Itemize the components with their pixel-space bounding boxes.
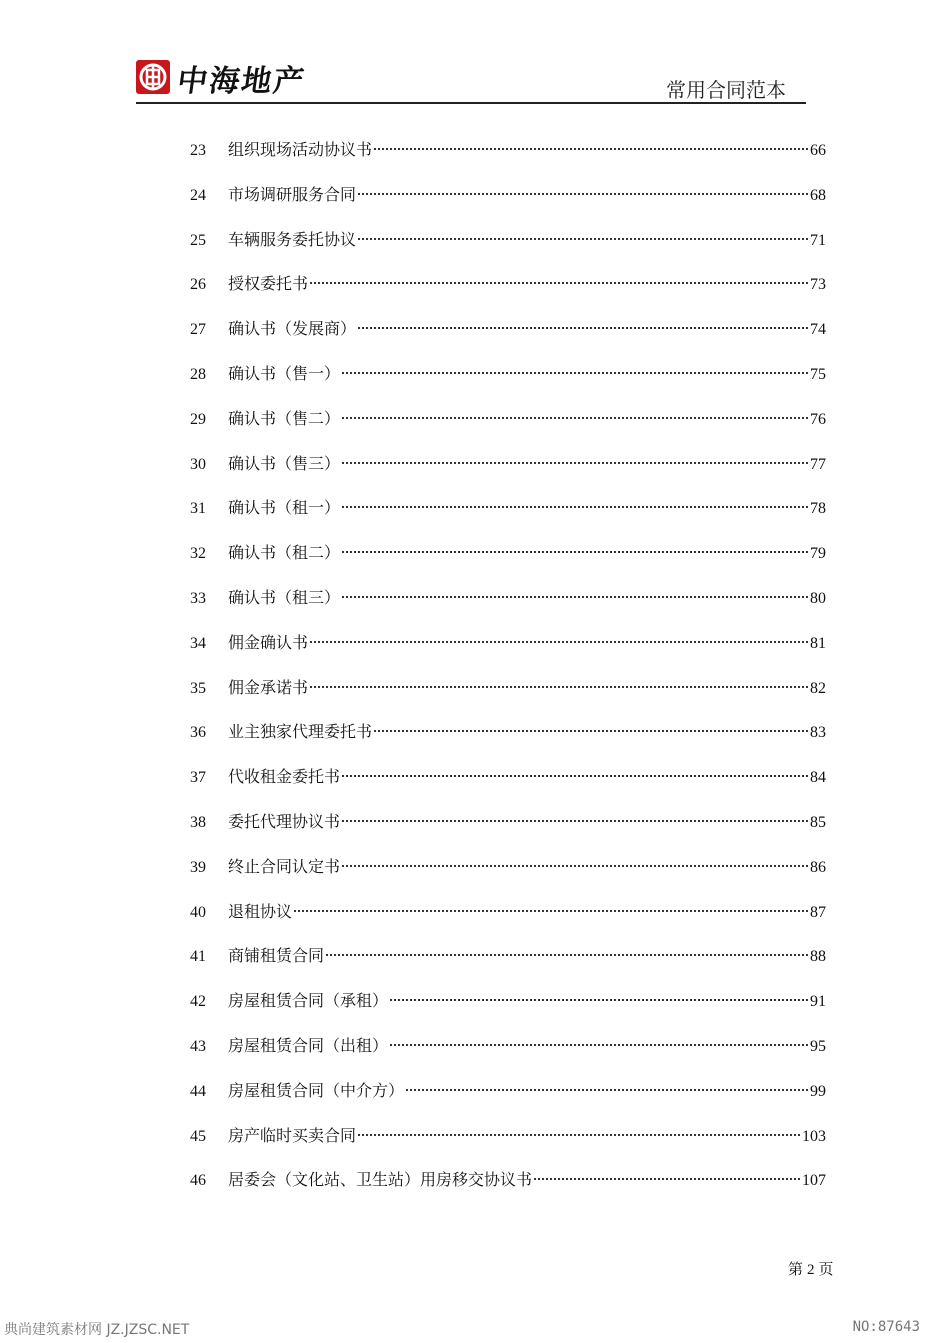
toc-entry-page: 75 <box>810 365 826 383</box>
toc-entry[interactable] <box>190 674 826 719</box>
toc-dot-leader <box>342 596 808 598</box>
toc-entry-page: 99 <box>810 1082 826 1100</box>
toc-dot-leader <box>534 1178 800 1180</box>
toc-entry[interactable] <box>190 494 826 539</box>
toc-entry[interactable] <box>190 1077 826 1122</box>
toc-entry[interactable] <box>190 898 826 943</box>
toc-entry-number: 42 <box>190 993 206 1011</box>
toc-entry-title: 确认书（租一） <box>228 498 341 518</box>
toc-dot-leader <box>358 238 808 240</box>
toc-entry[interactable] <box>190 360 826 405</box>
toc-entry-number: 29 <box>190 410 206 428</box>
table-of-contents <box>190 136 826 1211</box>
toc-entry[interactable] <box>190 1166 826 1211</box>
toc-entry[interactable] <box>190 181 826 226</box>
toc-entry-page: 103 <box>802 1127 826 1145</box>
toc-entry-number: 23 <box>190 142 206 159</box>
toc-entry-page: 84 <box>810 769 826 787</box>
toc-entry-title: 佣金确认书 <box>228 632 309 652</box>
brand-logo-icon <box>136 60 170 94</box>
toc-dot-leader <box>342 820 808 822</box>
toc-entry-number: 34 <box>190 634 206 652</box>
toc-entry[interactable] <box>190 405 826 450</box>
toc-dot-leader <box>310 282 808 284</box>
toc-entry-title: 佣金承诺书 <box>228 677 309 697</box>
toc-entry[interactable] <box>190 853 826 898</box>
toc-entry[interactable] <box>190 450 826 495</box>
toc-entry-page: 95 <box>810 1037 826 1055</box>
toc-entry[interactable] <box>190 584 826 629</box>
toc-entry-number: 24 <box>190 186 206 204</box>
toc-entry-page: 76 <box>810 410 826 428</box>
toc-entry[interactable] <box>190 1122 826 1167</box>
toc-entry-title: 居委会（文化站、卫生站）用房移交协议书 <box>228 1170 533 1190</box>
toc-dot-leader <box>390 1044 808 1046</box>
toc-entry-page: 87 <box>810 903 826 921</box>
toc-entry-number: 27 <box>190 321 206 339</box>
toc-entry-title: 终止合同认定书 <box>228 856 341 876</box>
toc-entry-page: 107 <box>802 1172 826 1190</box>
toc-entry[interactable] <box>190 987 826 1032</box>
toc-entry-page: 85 <box>810 813 826 831</box>
toc-entry[interactable] <box>190 270 826 315</box>
toc-entry-title: 代收租金委托书 <box>228 767 341 787</box>
toc-dot-leader <box>342 417 808 419</box>
toc-entry[interactable] <box>190 539 826 584</box>
page-number: 2 <box>807 1262 815 1278</box>
toc-entry[interactable] <box>190 629 826 674</box>
document-title: 常用合同范本 <box>666 78 786 102</box>
toc-entry-page: 68 <box>810 186 826 204</box>
toc-dot-leader <box>374 730 808 732</box>
toc-dot-leader <box>310 686 808 688</box>
toc-entry-page: 82 <box>810 679 826 697</box>
toc-entry[interactable] <box>190 1032 826 1077</box>
toc-entry-number: 28 <box>190 365 206 383</box>
toc-entry-number: 36 <box>190 724 206 742</box>
toc-dot-leader <box>390 999 808 1001</box>
toc-entry-page: 86 <box>810 858 826 876</box>
page-suffix: 页 <box>818 1260 834 1278</box>
toc-entry-page: 74 <box>810 321 826 339</box>
toc-entry-number: 35 <box>190 679 206 697</box>
toc-entry-page: 83 <box>810 724 826 742</box>
toc-entry-title: 退租协议 <box>228 901 293 921</box>
toc-entry-page: 88 <box>810 948 826 966</box>
toc-dot-leader <box>342 372 808 374</box>
watermark-id: NO:87643 <box>852 1319 920 1335</box>
toc-entry-title: 确认书（发展商） <box>228 319 357 339</box>
toc-entry-number: 46 <box>190 1172 206 1190</box>
toc-entry[interactable] <box>190 315 826 360</box>
page-header <box>136 52 806 104</box>
toc-dot-leader <box>358 193 808 195</box>
toc-dot-leader <box>326 954 808 956</box>
toc-entry-number: 26 <box>190 276 206 294</box>
toc-entry-number: 30 <box>190 455 206 473</box>
toc-entry-page: 66 <box>810 142 826 159</box>
toc-entry-number: 31 <box>190 500 206 518</box>
toc-entry-number: 41 <box>190 948 206 966</box>
toc-entry-number: 40 <box>190 903 206 921</box>
toc-dot-leader <box>310 641 808 643</box>
toc-entry-title: 授权委托书 <box>228 274 309 294</box>
toc-dot-leader <box>342 462 808 464</box>
toc-entry-page: 79 <box>810 545 826 563</box>
toc-entry-number: 37 <box>190 769 206 787</box>
toc-dot-leader <box>342 506 808 508</box>
toc-entry-title: 房产临时买卖合同 <box>228 1125 357 1145</box>
toc-entry-page: 80 <box>810 589 826 607</box>
toc-entry-number: 38 <box>190 813 206 831</box>
toc-entry-page: 77 <box>810 455 826 473</box>
toc-entry-title: 商铺租赁合同 <box>228 946 325 966</box>
toc-entry[interactable] <box>190 763 826 808</box>
toc-dot-leader <box>342 551 808 553</box>
watermark-site: 典尚建筑素材网 JZ.JZSC.NET <box>4 1322 190 1338</box>
toc-dot-leader <box>342 865 808 867</box>
toc-entry-page: 78 <box>810 500 826 518</box>
toc-entry-title: 确认书（售一） <box>228 363 341 383</box>
toc-entry[interactable] <box>190 718 826 763</box>
toc-entry-title: 房屋租赁合同（中介方） <box>228 1080 405 1100</box>
toc-entry-number: 43 <box>190 1037 206 1055</box>
toc-entry-title: 业主独家代理委托书 <box>228 722 373 742</box>
toc-entry-number: 32 <box>190 545 206 563</box>
toc-entry-number: 39 <box>190 858 206 876</box>
toc-dot-leader <box>342 775 808 777</box>
toc-entry-title: 确认书（售二） <box>228 408 341 428</box>
toc-dot-leader <box>358 327 808 329</box>
toc-entry-title: 车辆服务委托协议 <box>228 229 357 249</box>
toc-entry[interactable] <box>190 942 826 987</box>
toc-dot-leader <box>358 1134 800 1136</box>
page-number-footer <box>788 1258 834 1279</box>
header-divider <box>136 102 806 104</box>
toc-dot-leader <box>374 148 808 150</box>
toc-entry-page: 91 <box>810 993 826 1011</box>
toc-entry-title: 组织现场活动协议书 <box>228 140 373 159</box>
toc-entry-page: 73 <box>810 276 826 294</box>
toc-entry-title: 确认书（租二） <box>228 543 341 563</box>
toc-entry-number: 44 <box>190 1082 206 1100</box>
toc-entry[interactable] <box>190 136 826 181</box>
toc-entry-page: 81 <box>810 634 826 652</box>
page-prefix: 第 <box>788 1260 804 1278</box>
toc-entry-title: 房屋租赁合同（承租） <box>228 991 389 1011</box>
toc-entry-number: 33 <box>190 589 206 607</box>
toc-entry[interactable] <box>190 808 826 853</box>
toc-entry-title: 委托代理协议书 <box>228 811 341 831</box>
toc-entry[interactable] <box>190 226 826 271</box>
brand-logo-text: 中海地产 <box>175 64 308 99</box>
toc-dot-leader <box>294 910 808 912</box>
toc-entry-title: 市场调研服务合同 <box>228 184 357 204</box>
toc-dot-leader <box>406 1089 808 1091</box>
toc-entry-number: 45 <box>190 1127 206 1145</box>
toc-entry-title: 房屋租赁合同（出租） <box>228 1035 389 1055</box>
toc-entry-title: 确认书（租三） <box>228 587 341 607</box>
toc-entry-title: 确认书（售三） <box>228 453 341 473</box>
toc-entry-page: 71 <box>810 231 826 249</box>
toc-entry-number: 25 <box>190 231 206 249</box>
